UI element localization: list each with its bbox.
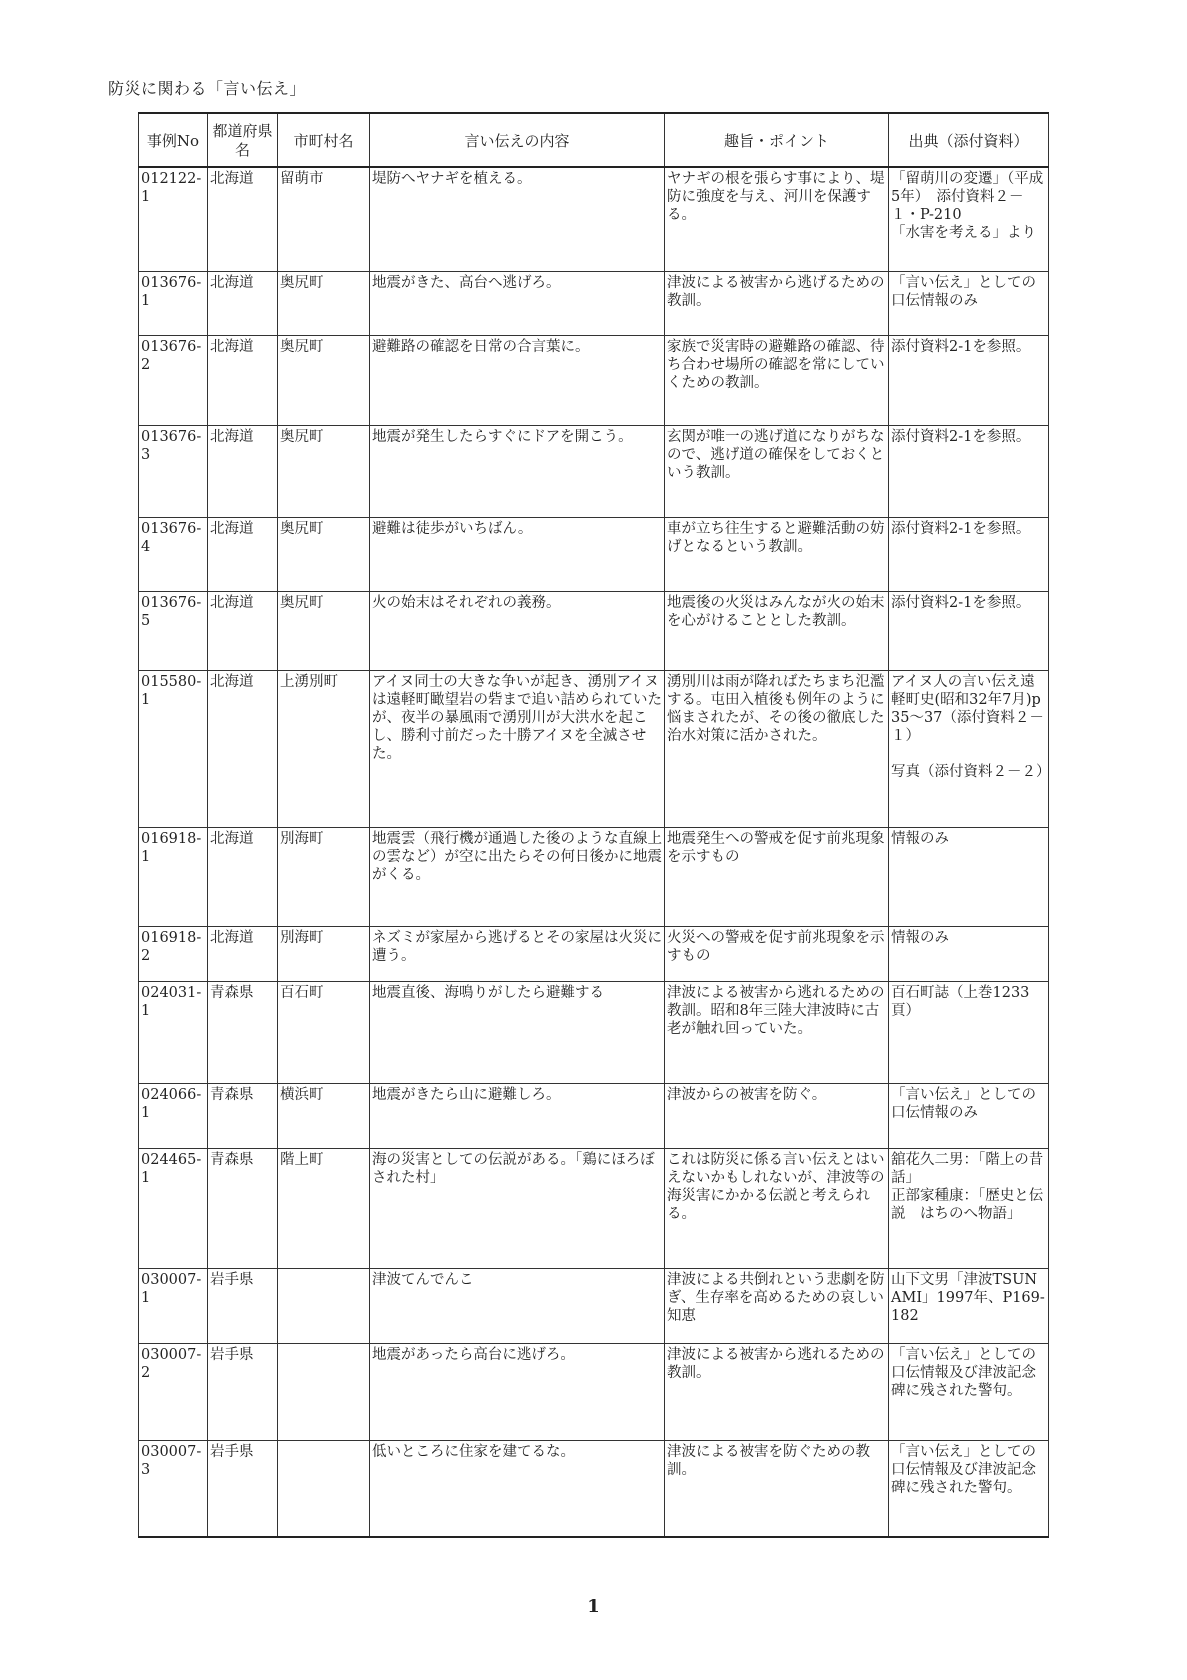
cell-municipality: 上湧別町 <box>278 670 370 827</box>
header-case-no: 事例No <box>139 113 208 167</box>
cell-case-no: 015580-1 <box>139 670 208 827</box>
cell-source: 添付資料2-1を参照。 <box>889 517 1049 591</box>
table-row <box>139 1148 1049 1268</box>
cell-prefecture: 北海道 <box>208 517 278 591</box>
cell-purpose: 津波による被害から逃れるための教訓。昭和8年三陸大津波時に古老が触れ回っていた。 <box>665 981 889 1083</box>
disaster-sayings-table <box>138 112 1049 1538</box>
cell-prefecture: 北海道 <box>208 926 278 981</box>
cell-content: 避難路の確認を日常の合言葉に。 <box>370 335 665 425</box>
table-row <box>139 167 1049 271</box>
cell-source: 舘花久二男：「階上の昔話」 正部家種康：「歴史と伝説 はちのへ物語」 <box>889 1148 1049 1268</box>
table-row <box>139 981 1049 1083</box>
cell-purpose: 津波による被害を防ぐための教訓。 <box>665 1440 889 1537</box>
cell-content: アイヌ同士の大きな争いが起き、湧別アイヌは遠軽町瞰望岩の砦まで追い詰められていたが、夜半の暴風雨で湧別川が大洪水を起こし、勝利寸前だった十勝アイヌを全滅させた。 <box>370 670 665 827</box>
cell-municipality: 奥尻町 <box>278 591 370 670</box>
cell-purpose: 火災への警戒を促す前兆現象を示すもの <box>665 926 889 981</box>
header-source: 出典（添付資料） <box>889 113 1049 167</box>
cell-purpose: 津波からの被害を防ぐ。 <box>665 1083 889 1148</box>
cell-municipality: 奥尻町 <box>278 517 370 591</box>
cell-source: 「留萌川の変遷」（平成5年） 添付資料２－１・P-210 「水害を考える」より <box>889 167 1049 271</box>
document-title: 防災に関わる「言い伝え」 <box>108 79 307 98</box>
cell-prefecture: 北海道 <box>208 335 278 425</box>
cell-municipality: 奥尻町 <box>278 425 370 517</box>
cell-source: アイヌ人の言い伝え遠軽町史(昭和32年7月)p35～37（添付資料２－１） 写真（添付資料２－２） <box>889 670 1049 827</box>
cell-content: 火の始末はそれぞれの義務。 <box>370 591 665 670</box>
table-row <box>139 1343 1049 1440</box>
cell-content: 地震が発生したらすぐにドアを開こう。 <box>370 425 665 517</box>
cell-municipality: 百石町 <box>278 981 370 1083</box>
cell-prefecture: 青森県 <box>208 1083 278 1148</box>
cell-case-no: 013676-1 <box>139 271 208 335</box>
cell-case-no: 013676-3 <box>139 425 208 517</box>
cell-content: 避難は徒歩がいちばん。 <box>370 517 665 591</box>
cell-prefecture: 岩手県 <box>208 1268 278 1343</box>
cell-case-no: 030007-2 <box>139 1343 208 1440</box>
cell-source: 「言い伝え」としての口伝情報のみ <box>889 271 1049 335</box>
cell-content: 津波てんでんこ <box>370 1268 665 1343</box>
cell-purpose: 地震後の火災はみんなが火の始末を心がけることとした教訓。 <box>665 591 889 670</box>
cell-case-no: 024031-1 <box>139 981 208 1083</box>
cell-municipality: 階上町 <box>278 1148 370 1268</box>
cell-prefecture: 北海道 <box>208 670 278 827</box>
table-row <box>139 1440 1049 1537</box>
cell-case-no: 013676-5 <box>139 591 208 670</box>
cell-source: 情報のみ <box>889 926 1049 981</box>
cell-source: 情報のみ <box>889 827 1049 926</box>
cell-purpose: 津波による共倒れという悲劇を防ぎ、生存率を高めるための哀しい知恵 <box>665 1268 889 1343</box>
cell-case-no: 013676-2 <box>139 335 208 425</box>
cell-case-no: 030007-1 <box>139 1268 208 1343</box>
cell-content: 地震があったら高台に逃げろ。 <box>370 1343 665 1440</box>
cell-source: 「言い伝え」としての口伝情報及び津波記念碑に残された警句。 <box>889 1343 1049 1440</box>
header-content: 言い伝えの内容 <box>370 113 665 167</box>
table-row <box>139 517 1049 591</box>
cell-municipality: 留萌市 <box>278 167 370 271</box>
cell-content: 地震雲（飛行機が通過した後のような直線上の雲など）が空に出たらその何日後かに地震がくる。 <box>370 827 665 926</box>
header-purpose: 趣旨・ポイント <box>665 113 889 167</box>
table-row <box>139 926 1049 981</box>
table-row <box>139 1268 1049 1343</box>
cell-municipality: 別海町 <box>278 926 370 981</box>
cell-case-no: 024465-1 <box>139 1148 208 1268</box>
cell-prefecture: 青森県 <box>208 1148 278 1268</box>
cell-purpose: 家族で災害時の避難路の確認、待ち合わせ場所の確認を常にしていくための教訓。 <box>665 335 889 425</box>
cell-source: 「言い伝え」としての口伝情報及び津波記念碑に残された警句。 <box>889 1440 1049 1537</box>
cell-municipality: 奥尻町 <box>278 335 370 425</box>
table-header-row <box>139 113 1049 167</box>
cell-case-no: 024066-1 <box>139 1083 208 1148</box>
cell-purpose: 津波による被害から逃れるための教訓。 <box>665 1343 889 1440</box>
table-row <box>139 425 1049 517</box>
cell-content: 堤防へヤナギを植える。 <box>370 167 665 271</box>
cell-content: ネズミが家屋から逃げるとその家屋は火災に遭う。 <box>370 926 665 981</box>
cell-source: 百石町誌（上巻1233頁） <box>889 981 1049 1083</box>
cell-municipality <box>278 1440 370 1537</box>
cell-prefecture: 北海道 <box>208 271 278 335</box>
cell-purpose: 津波による被害から逃げるための教訓。 <box>665 271 889 335</box>
cell-prefecture: 北海道 <box>208 827 278 926</box>
cell-prefecture: 北海道 <box>208 425 278 517</box>
cell-municipality: 奥尻町 <box>278 271 370 335</box>
cell-purpose: 湧別川は雨が降ればたちまち氾濫する。屯田入植後も例年のように悩まされたが、その後の徹底した治水対策に活かされた。 <box>665 670 889 827</box>
cell-prefecture: 北海道 <box>208 167 278 271</box>
cell-content: 低いところに住家を建てるな。 <box>370 1440 665 1537</box>
cell-source: 添付資料2-1を参照。 <box>889 425 1049 517</box>
cell-purpose: ヤナギの根を張らす事により、堤防に強度を与え、河川を保護する。 <box>665 167 889 271</box>
table-row <box>139 670 1049 827</box>
cell-content: 地震直後、海鳴りがしたら避難する <box>370 981 665 1083</box>
page-number: 1 <box>587 1596 600 1617</box>
cell-case-no: 012122-1 <box>139 167 208 271</box>
cell-case-no: 013676-4 <box>139 517 208 591</box>
cell-source: 添付資料2-1を参照。 <box>889 335 1049 425</box>
cell-prefecture: 岩手県 <box>208 1343 278 1440</box>
cell-case-no: 030007-3 <box>139 1440 208 1537</box>
cell-municipality: 別海町 <box>278 827 370 926</box>
cell-municipality <box>278 1268 370 1343</box>
header-prefecture: 都道府県名 <box>208 113 278 167</box>
cell-case-no: 016918-2 <box>139 926 208 981</box>
cell-content: 地震がきたら山に避難しろ。 <box>370 1083 665 1148</box>
table-row <box>139 827 1049 926</box>
cell-content: 地震がきた、高台へ逃げろ。 <box>370 271 665 335</box>
cell-prefecture: 青森県 <box>208 981 278 1083</box>
cell-purpose: これは防災に係る言い伝えとはいえないかもしれないが、津波等の海災害にかかる伝説と考えられる。 <box>665 1148 889 1268</box>
cell-content: 海の災害としての伝説がある。「鶏にほろぼされた村」 <box>370 1148 665 1268</box>
cell-case-no: 016918-1 <box>139 827 208 926</box>
cell-municipality: 横浜町 <box>278 1083 370 1148</box>
table-row <box>139 335 1049 425</box>
cell-purpose: 地震発生への警戒を促す前兆現象を示すもの <box>665 827 889 926</box>
cell-source: 山下文男「津波TSUNAMI」1997年、P169-182 <box>889 1268 1049 1343</box>
cell-purpose: 玄関が唯一の逃げ道になりがちなので、逃げ道の確保をしておくという教訓。 <box>665 425 889 517</box>
table-row <box>139 271 1049 335</box>
table-row <box>139 1083 1049 1148</box>
cell-source: 添付資料2-1を参照。 <box>889 591 1049 670</box>
table-row <box>139 591 1049 670</box>
cell-prefecture: 岩手県 <box>208 1440 278 1537</box>
cell-prefecture: 北海道 <box>208 591 278 670</box>
header-municipality: 市町村名 <box>278 113 370 167</box>
cell-municipality <box>278 1343 370 1440</box>
cell-source: 「言い伝え」としての口伝情報のみ <box>889 1083 1049 1148</box>
cell-purpose: 車が立ち往生すると避難活動の妨げとなるという教訓。 <box>665 517 889 591</box>
